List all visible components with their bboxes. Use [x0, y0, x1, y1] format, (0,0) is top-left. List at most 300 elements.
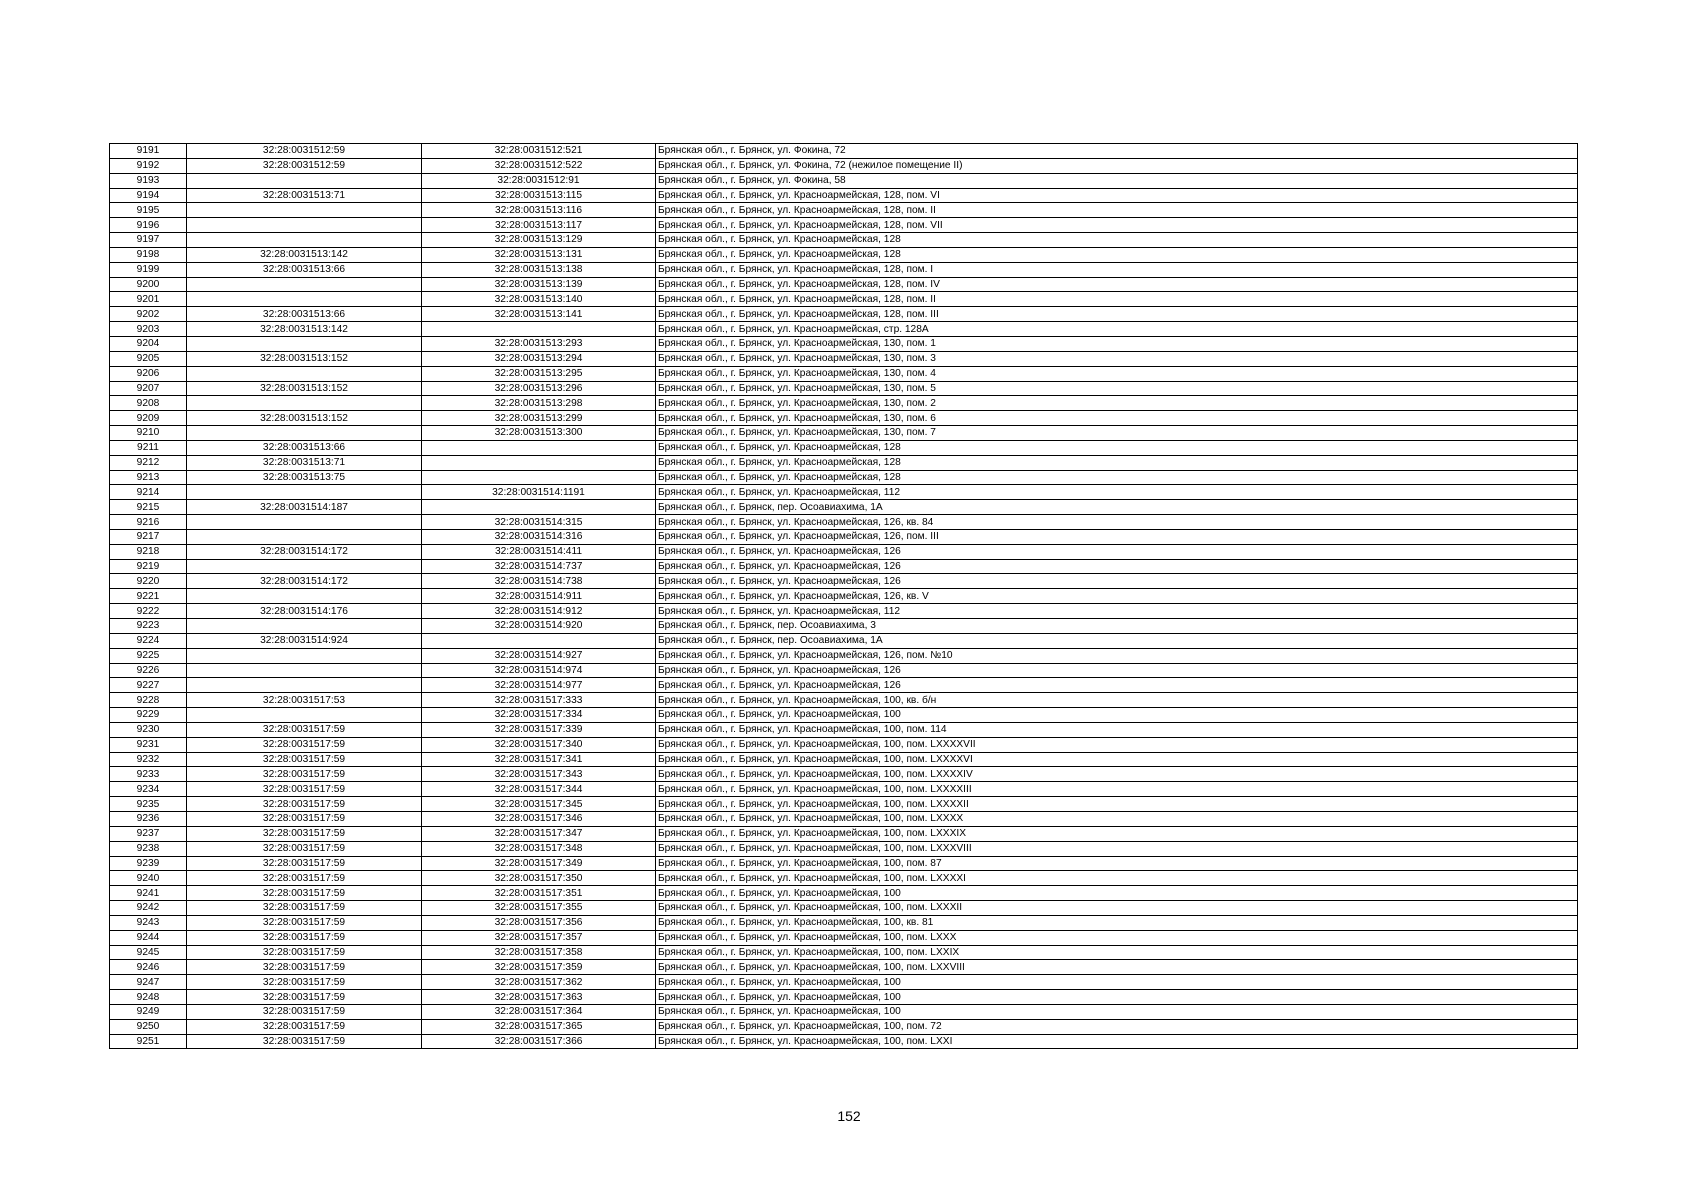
row-number-cell: 9230: [110, 722, 187, 737]
table-row: [110, 277, 1578, 292]
address-cell: Брянская обл., г. Брянск, ул. Красноармейская, 100, пом. LXXXVIII: [656, 841, 1578, 856]
parcel-cadastral-number-cell: 32:28:0031517:59: [187, 737, 422, 752]
object-cadastral-number-cell: 32:28:0031513:117: [422, 218, 656, 233]
object-cadastral-number-cell: 32:28:0031517:366: [422, 1034, 656, 1049]
row-number-cell: 9195: [110, 203, 187, 218]
row-number-cell: 9211: [110, 440, 187, 455]
page-number: 152: [837, 1108, 861, 1124]
object-cadastral-number-cell: 32:28:0031517:357: [422, 930, 656, 945]
table-row: [110, 292, 1578, 307]
address-cell: Брянская обл., г. Брянск, пер. Осоавиахима, 3: [656, 619, 1578, 634]
parcel-cadastral-number-cell: 32:28:0031517:59: [187, 886, 422, 901]
parcel-cadastral-number-cell: 32:28:0031513:71: [187, 455, 422, 470]
table-row: [110, 604, 1578, 619]
address-cell: Брянская обл., г. Брянск, ул. Красноармейская, 100: [656, 975, 1578, 990]
parcel-cadastral-number-cell: 32:28:0031517:59: [187, 826, 422, 841]
parcel-cadastral-number-cell: [187, 426, 422, 441]
parcel-cadastral-number-cell: 32:28:0031517:59: [187, 1034, 422, 1049]
address-cell: Брянская обл., г. Брянск, ул. Красноармейская, 130, пом. 6: [656, 411, 1578, 426]
address-cell: Брянская обл., г. Брянск, ул. Красноармейская, 128: [656, 233, 1578, 248]
address-cell: Брянская обл., г. Брянск, ул. Красноармейская, 128: [656, 470, 1578, 485]
address-cell: Брянская обл., г. Брянск, ул. Красноармейская, 100, пом. LXXXX: [656, 811, 1578, 826]
row-number-cell: 9205: [110, 351, 187, 366]
row-number-cell: 9226: [110, 663, 187, 678]
object-cadastral-number-cell: 32:28:0031517:339: [422, 722, 656, 737]
row-number-cell: 9248: [110, 990, 187, 1005]
parcel-cadastral-number-cell: 32:28:0031513:152: [187, 411, 422, 426]
row-number-cell: 9206: [110, 366, 187, 381]
table-row: [110, 307, 1578, 322]
address-cell: Брянская обл., г. Брянск, ул. Красноармейская, 126: [656, 678, 1578, 693]
table-row: [110, 722, 1578, 737]
address-cell: Брянская обл., г. Брянск, ул. Красноармейская, 100, пом. LXXXII: [656, 901, 1578, 916]
row-number-cell: 9243: [110, 915, 187, 930]
object-cadastral-number-cell: 32:28:0031513:299: [422, 411, 656, 426]
object-cadastral-number-cell: 32:28:0031517:343: [422, 767, 656, 782]
row-number-cell: 9198: [110, 247, 187, 262]
row-number-cell: 9197: [110, 233, 187, 248]
object-cadastral-number-cell: 32:28:0031517:359: [422, 960, 656, 975]
row-number-cell: 9218: [110, 544, 187, 559]
row-number-cell: 9241: [110, 886, 187, 901]
row-number-cell: 9232: [110, 752, 187, 767]
object-cadastral-number-cell: 32:28:0031514:737: [422, 559, 656, 574]
parcel-cadastral-number-cell: 32:28:0031513:142: [187, 322, 422, 337]
parcel-cadastral-number-cell: 32:28:0031517:59: [187, 1004, 422, 1019]
registry-table-body: [110, 144, 1578, 1049]
table-row: [110, 544, 1578, 559]
parcel-cadastral-number-cell: 32:28:0031514:172: [187, 574, 422, 589]
table-row: [110, 1004, 1578, 1019]
parcel-cadastral-number-cell: 32:28:0031517:59: [187, 752, 422, 767]
parcel-cadastral-number-cell: 32:28:0031513:71: [187, 188, 422, 203]
address-cell: Брянская обл., г. Брянск, ул. Красноармейская, 130, пом. 2: [656, 396, 1578, 411]
object-cadastral-number-cell: 32:28:0031513:116: [422, 203, 656, 218]
address-cell: Брянская обл., г. Брянск, ул. Красноармейская, 100: [656, 886, 1578, 901]
object-cadastral-number-cell: 32:28:0031517:348: [422, 841, 656, 856]
object-cadastral-number-cell: 32:28:0031512:521: [422, 144, 656, 159]
parcel-cadastral-number-cell: 32:28:0031517:59: [187, 990, 422, 1005]
parcel-cadastral-number-cell: [187, 203, 422, 218]
row-number-cell: 9233: [110, 767, 187, 782]
row-number-cell: 9239: [110, 856, 187, 871]
parcel-cadastral-number-cell: [187, 277, 422, 292]
object-cadastral-number-cell: 32:28:0031517:365: [422, 1019, 656, 1034]
table-row: [110, 975, 1578, 990]
table-row: [110, 381, 1578, 396]
address-cell: Брянская обл., г. Брянск, ул. Красноармейская, 126, кв. V: [656, 589, 1578, 604]
row-number-cell: 9193: [110, 173, 187, 188]
object-cadastral-number-cell: 32:28:0031517:333: [422, 693, 656, 708]
address-cell: Брянская обл., г. Брянск, ул. Красноармейская, 128, пом. VI: [656, 188, 1578, 203]
object-cadastral-number-cell: 32:28:0031513:131: [422, 247, 656, 262]
object-cadastral-number-cell: 32:28:0031517:358: [422, 945, 656, 960]
row-number-cell: 9202: [110, 307, 187, 322]
parcel-cadastral-number-cell: 32:28:0031512:59: [187, 158, 422, 173]
parcel-cadastral-number-cell: 32:28:0031517:59: [187, 915, 422, 930]
address-cell: Брянская обл., г. Брянск, пер. Осоавиахима, 1А: [656, 500, 1578, 515]
object-cadastral-number-cell: 32:28:0031517:346: [422, 811, 656, 826]
parcel-cadastral-number-cell: [187, 485, 422, 500]
row-number-cell: 9231: [110, 737, 187, 752]
parcel-cadastral-number-cell: 32:28:0031517:59: [187, 782, 422, 797]
address-cell: Брянская обл., г. Брянск, ул. Красноармейская, 128, пом. IV: [656, 277, 1578, 292]
address-cell: Брянская обл., г. Брянск, ул. Красноармейская, 128, пом. VII: [656, 218, 1578, 233]
object-cadastral-number-cell: 32:28:0031513:298: [422, 396, 656, 411]
address-cell: Брянская обл., г. Брянск, ул. Красноармейская, 100, кв. 81: [656, 915, 1578, 930]
parcel-cadastral-number-cell: [187, 233, 422, 248]
table-row: [110, 678, 1578, 693]
row-number-cell: 9247: [110, 975, 187, 990]
address-cell: Брянская обл., г. Брянск, ул. Красноармейская, 100, кв. б/н: [656, 693, 1578, 708]
parcel-cadastral-number-cell: 32:28:0031513:152: [187, 381, 422, 396]
address-cell: Брянская обл., г. Брянск, ул. Красноармейская, 126, пом. III: [656, 529, 1578, 544]
row-number-cell: 9240: [110, 871, 187, 886]
table-row: [110, 485, 1578, 500]
row-number-cell: 9250: [110, 1019, 187, 1034]
address-cell: Брянская обл., г. Брянск, ул. Красноармейская, 126, пом. №10: [656, 648, 1578, 663]
object-cadastral-number-cell: 32:28:0031514:911: [422, 589, 656, 604]
row-number-cell: 9217: [110, 529, 187, 544]
parcel-cadastral-number-cell: [187, 218, 422, 233]
table-row: [110, 930, 1578, 945]
object-cadastral-number-cell: 32:28:0031514:920: [422, 619, 656, 634]
object-cadastral-number-cell: 32:28:0031514:316: [422, 529, 656, 544]
parcel-cadastral-number-cell: [187, 559, 422, 574]
address-cell: Брянская обл., г. Брянск, ул. Красноармейская, 100, пом. 87: [656, 856, 1578, 871]
row-number-cell: 9221: [110, 589, 187, 604]
row-number-cell: 9249: [110, 1004, 187, 1019]
parcel-cadastral-number-cell: [187, 529, 422, 544]
address-cell: Брянская обл., г. Брянск, ул. Красноармейская, 100, пом. LXXVIII: [656, 960, 1578, 975]
object-cadastral-number-cell: 32:28:0031517:355: [422, 901, 656, 916]
table-row: [110, 737, 1578, 752]
object-cadastral-number-cell: 32:28:0031512:522: [422, 158, 656, 173]
table-row: [110, 782, 1578, 797]
object-cadastral-number-cell: 32:28:0031513:141: [422, 307, 656, 322]
row-number-cell: 9236: [110, 811, 187, 826]
parcel-cadastral-number-cell: 32:28:0031517:59: [187, 975, 422, 990]
address-cell: Брянская обл., г. Брянск, ул. Фокина, 58: [656, 173, 1578, 188]
row-number-cell: 9199: [110, 262, 187, 277]
parcel-cadastral-number-cell: [187, 678, 422, 693]
row-number-cell: 9213: [110, 470, 187, 485]
row-number-cell: 9237: [110, 826, 187, 841]
table-row: [110, 322, 1578, 337]
table-row: [110, 440, 1578, 455]
object-cadastral-number-cell: 32:28:0031517:340: [422, 737, 656, 752]
table-row: [110, 351, 1578, 366]
address-cell: Брянская обл., г. Брянск, ул. Красноармейская, 126: [656, 663, 1578, 678]
table-row: [110, 366, 1578, 381]
parcel-cadastral-number-cell: 32:28:0031517:53: [187, 693, 422, 708]
table-row: [110, 262, 1578, 277]
parcel-cadastral-number-cell: [187, 173, 422, 188]
address-cell: Брянская обл., г. Брянск, ул. Красноармейская, 128: [656, 455, 1578, 470]
table-row: [110, 589, 1578, 604]
object-cadastral-number-cell: 32:28:0031517:351: [422, 886, 656, 901]
table-row: [110, 811, 1578, 826]
address-cell: Брянская обл., г. Брянск, ул. Красноармейская, 100, пом. LXXXXIV: [656, 767, 1578, 782]
parcel-cadastral-number-cell: 32:28:0031513:66: [187, 262, 422, 277]
table-row: [110, 188, 1578, 203]
object-cadastral-number-cell: 32:28:0031517:364: [422, 1004, 656, 1019]
row-number-cell: 9229: [110, 708, 187, 723]
object-cadastral-number-cell: 32:28:0031514:411: [422, 544, 656, 559]
row-number-cell: 9201: [110, 292, 187, 307]
row-number-cell: 9224: [110, 633, 187, 648]
parcel-cadastral-number-cell: [187, 292, 422, 307]
object-cadastral-number-cell: 32:28:0031517:362: [422, 975, 656, 990]
row-number-cell: 9235: [110, 797, 187, 812]
address-cell: Брянская обл., г. Брянск, ул. Красноармейская, 126: [656, 559, 1578, 574]
table-row: [110, 396, 1578, 411]
address-cell: Брянская обл., г. Брянск, ул. Красноармейская, 130, пом. 1: [656, 336, 1578, 351]
parcel-cadastral-number-cell: [187, 619, 422, 634]
parcel-cadastral-number-cell: 32:28:0031517:59: [187, 767, 422, 782]
address-cell: Брянская обл., г. Брянск, ул. Красноармейская, 112: [656, 604, 1578, 619]
parcel-cadastral-number-cell: 32:28:0031517:59: [187, 901, 422, 916]
table-row: [110, 158, 1578, 173]
table-row: [110, 752, 1578, 767]
address-cell: Брянская обл., г. Брянск, ул. Красноармейская, 130, пом. 4: [656, 366, 1578, 381]
address-cell: Брянская обл., г. Брянск, ул. Красноармейская, 100, пом. LXXXXVII: [656, 737, 1578, 752]
object-cadastral-number-cell: 32:28:0031514:977: [422, 678, 656, 693]
address-cell: Брянская обл., г. Брянск, ул. Красноармейская, 100, пом. LXXIX: [656, 945, 1578, 960]
address-cell: Брянская обл., г. Брянск, ул. Красноармейская, 126: [656, 574, 1578, 589]
object-cadastral-number-cell: [422, 470, 656, 485]
address-cell: Брянская обл., г. Брянск, ул. Красноармейская, 100, пом. LXXXIX: [656, 826, 1578, 841]
object-cadastral-number-cell: 32:28:0031517:345: [422, 797, 656, 812]
parcel-cadastral-number-cell: 32:28:0031517:59: [187, 797, 422, 812]
object-cadastral-number-cell: [422, 500, 656, 515]
row-number-cell: 9204: [110, 336, 187, 351]
row-number-cell: 9225: [110, 648, 187, 663]
table-row: [110, 574, 1578, 589]
table-row: [110, 990, 1578, 1005]
address-cell: Брянская обл., г. Брянск, ул. Красноармейская, 100, пом. LXXXXIII: [656, 782, 1578, 797]
address-cell: Брянская обл., г. Брянск, ул. Красноармейская, 100, пом. 114: [656, 722, 1578, 737]
object-cadastral-number-cell: 32:28:0031514:927: [422, 648, 656, 663]
address-cell: Брянская обл., г. Брянск, ул. Красноармейская, 126, кв. 84: [656, 515, 1578, 530]
table-row: [110, 708, 1578, 723]
table-row: [110, 336, 1578, 351]
table-row: [110, 559, 1578, 574]
table-row: [110, 945, 1578, 960]
row-number-cell: 9214: [110, 485, 187, 500]
row-number-cell: 9251: [110, 1034, 187, 1049]
object-cadastral-number-cell: 32:28:0031513:294: [422, 351, 656, 366]
address-cell: Брянская обл., г. Брянск, ул. Красноармейская, 100, пом. LXXXXVI: [656, 752, 1578, 767]
object-cadastral-number-cell: 32:28:0031517:341: [422, 752, 656, 767]
table-row: [110, 915, 1578, 930]
parcel-cadastral-number-cell: 32:28:0031517:59: [187, 930, 422, 945]
table-row: [110, 826, 1578, 841]
parcel-cadastral-number-cell: 32:28:0031513:75: [187, 470, 422, 485]
address-cell: Брянская обл., г. Брянск, ул. Красноармейская, стр. 128А: [656, 322, 1578, 337]
object-cadastral-number-cell: [422, 455, 656, 470]
row-number-cell: 9223: [110, 619, 187, 634]
parcel-cadastral-number-cell: 32:28:0031514:924: [187, 633, 422, 648]
row-number-cell: 9246: [110, 960, 187, 975]
table-row: [110, 529, 1578, 544]
address-cell: Брянская обл., г. Брянск, ул. Красноармейская, 128: [656, 440, 1578, 455]
object-cadastral-number-cell: 32:28:0031517:334: [422, 708, 656, 723]
address-cell: Брянская обл., г. Брянск, ул. Красноармейская, 100, пом. LXXI: [656, 1034, 1578, 1049]
row-number-cell: 9227: [110, 678, 187, 693]
object-cadastral-number-cell: 32:28:0031517:347: [422, 826, 656, 841]
row-number-cell: 9222: [110, 604, 187, 619]
row-number-cell: 9219: [110, 559, 187, 574]
parcel-cadastral-number-cell: 32:28:0031517:59: [187, 811, 422, 826]
object-cadastral-number-cell: 32:28:0031513:296: [422, 381, 656, 396]
table-row: [110, 455, 1578, 470]
parcel-cadastral-number-cell: [187, 336, 422, 351]
parcel-cadastral-number-cell: 32:28:0031513:66: [187, 440, 422, 455]
row-number-cell: 9191: [110, 144, 187, 159]
parcel-cadastral-number-cell: 32:28:0031514:176: [187, 604, 422, 619]
table-row: [110, 886, 1578, 901]
address-cell: Брянская обл., г. Брянск, ул. Красноармейская, 130, пом. 7: [656, 426, 1578, 441]
parcel-cadastral-number-cell: 32:28:0031512:59: [187, 144, 422, 159]
address-cell: Брянская обл., г. Брянск, ул. Красноармейская, 128: [656, 247, 1578, 262]
table-row: [110, 173, 1578, 188]
object-cadastral-number-cell: 32:28:0031514:315: [422, 515, 656, 530]
row-number-cell: 9203: [110, 322, 187, 337]
table-row: [110, 960, 1578, 975]
parcel-cadastral-number-cell: [187, 708, 422, 723]
row-number-cell: 9228: [110, 693, 187, 708]
row-number-cell: 9208: [110, 396, 187, 411]
table-row: [110, 470, 1578, 485]
object-cadastral-number-cell: 32:28:0031517:356: [422, 915, 656, 930]
parcel-cadastral-number-cell: 32:28:0031513:66: [187, 307, 422, 322]
parcel-cadastral-number-cell: 32:28:0031517:59: [187, 722, 422, 737]
parcel-cadastral-number-cell: 32:28:0031517:59: [187, 871, 422, 886]
table-row: [110, 203, 1578, 218]
table-row: [110, 767, 1578, 782]
table-row: [110, 500, 1578, 515]
row-number-cell: 9207: [110, 381, 187, 396]
parcel-cadastral-number-cell: 32:28:0031514:172: [187, 544, 422, 559]
table-row: [110, 1019, 1578, 1034]
object-cadastral-number-cell: 32:28:0031514:974: [422, 663, 656, 678]
row-number-cell: 9242: [110, 901, 187, 916]
object-cadastral-number-cell: 32:28:0031514:738: [422, 574, 656, 589]
table-row: [110, 871, 1578, 886]
table-row: [110, 797, 1578, 812]
row-number-cell: 9238: [110, 841, 187, 856]
parcel-cadastral-number-cell: 32:28:0031517:59: [187, 841, 422, 856]
registry-table: [109, 143, 1578, 1049]
object-cadastral-number-cell: [422, 633, 656, 648]
table-row: [110, 856, 1578, 871]
parcel-cadastral-number-cell: [187, 366, 422, 381]
table-row: [110, 515, 1578, 530]
row-number-cell: 9210: [110, 426, 187, 441]
object-cadastral-number-cell: 32:28:0031512:91: [422, 173, 656, 188]
table-row: [110, 901, 1578, 916]
object-cadastral-number-cell: 32:28:0031513:138: [422, 262, 656, 277]
row-number-cell: 9215: [110, 500, 187, 515]
table-row: [110, 218, 1578, 233]
table-row: [110, 693, 1578, 708]
address-cell: Брянская обл., г. Брянск, ул. Красноармейская, 100: [656, 1004, 1578, 1019]
row-number-cell: 9212: [110, 455, 187, 470]
address-cell: Брянская обл., г. Брянск, ул. Красноармейская, 128, пом. II: [656, 203, 1578, 218]
table-row: [110, 233, 1578, 248]
object-cadastral-number-cell: 32:28:0031517:350: [422, 871, 656, 886]
object-cadastral-number-cell: 32:28:0031513:139: [422, 277, 656, 292]
row-number-cell: 9200: [110, 277, 187, 292]
object-cadastral-number-cell: 32:28:0031513:293: [422, 336, 656, 351]
row-number-cell: 9196: [110, 218, 187, 233]
address-cell: Брянская обл., г. Брянск, ул. Красноармейская, 128, пом. III: [656, 307, 1578, 322]
parcel-cadastral-number-cell: [187, 648, 422, 663]
address-cell: Брянская обл., г. Брянск, ул. Красноармейская, 130, пом. 3: [656, 351, 1578, 366]
address-cell: Брянская обл., г. Брянск, пер. Осоавиахима, 1А: [656, 633, 1578, 648]
row-number-cell: 9220: [110, 574, 187, 589]
table-row: [110, 411, 1578, 426]
address-cell: Брянская обл., г. Брянск, ул. Фокина, 72: [656, 144, 1578, 159]
object-cadastral-number-cell: [422, 440, 656, 455]
object-cadastral-number-cell: 32:28:0031514:1191: [422, 485, 656, 500]
address-cell: Брянская обл., г. Брянск, ул. Красноармейская, 128, пом. I: [656, 262, 1578, 277]
parcel-cadastral-number-cell: [187, 663, 422, 678]
address-cell: Брянская обл., г. Брянск, ул. Красноармейская, 130, пом. 5: [656, 381, 1578, 396]
address-cell: Брянская обл., г. Брянск, ул. Красноармейская, 100: [656, 708, 1578, 723]
table-row: [110, 247, 1578, 262]
address-cell: Брянская обл., г. Брянск, ул. Красноармейская, 126: [656, 544, 1578, 559]
table-row: [110, 633, 1578, 648]
table-row: [110, 1034, 1578, 1049]
parcel-cadastral-number-cell: 32:28:0031514:187: [187, 500, 422, 515]
parcel-cadastral-number-cell: 32:28:0031513:152: [187, 351, 422, 366]
row-number-cell: 9244: [110, 930, 187, 945]
address-cell: Брянская обл., г. Брянск, ул. Красноармейская, 128, пом. II: [656, 292, 1578, 307]
table-row: [110, 663, 1578, 678]
object-cadastral-number-cell: 32:28:0031513:140: [422, 292, 656, 307]
parcel-cadastral-number-cell: 32:28:0031513:142: [187, 247, 422, 262]
table-row: [110, 144, 1578, 159]
address-cell: Брянская обл., г. Брянск, ул. Фокина, 72 (нежилое помещение II): [656, 158, 1578, 173]
address-cell: Брянская обл., г. Брянск, ул. Красноармейская, 100, пом. 72: [656, 1019, 1578, 1034]
parcel-cadastral-number-cell: [187, 589, 422, 604]
row-number-cell: 9234: [110, 782, 187, 797]
parcel-cadastral-number-cell: 32:28:0031517:59: [187, 945, 422, 960]
object-cadastral-number-cell: 32:28:0031513:295: [422, 366, 656, 381]
object-cadastral-number-cell: 32:28:0031517:363: [422, 990, 656, 1005]
row-number-cell: 9192: [110, 158, 187, 173]
address-cell: Брянская обл., г. Брянск, ул. Красноармейская, 112: [656, 485, 1578, 500]
object-cadastral-number-cell: 32:28:0031513:129: [422, 233, 656, 248]
parcel-cadastral-number-cell: 32:28:0031517:59: [187, 1019, 422, 1034]
table-row: [110, 619, 1578, 634]
address-cell: Брянская обл., г. Брянск, ул. Красноармейская, 100, пом. LXXXXI: [656, 871, 1578, 886]
row-number-cell: 9209: [110, 411, 187, 426]
object-cadastral-number-cell: 32:28:0031517:349: [422, 856, 656, 871]
row-number-cell: 9216: [110, 515, 187, 530]
row-number-cell: 9194: [110, 188, 187, 203]
object-cadastral-number-cell: 32:28:0031513:115: [422, 188, 656, 203]
address-cell: Брянская обл., г. Брянск, ул. Красноармейская, 100, пом. LXXXXII: [656, 797, 1578, 812]
parcel-cadastral-number-cell: [187, 515, 422, 530]
object-cadastral-number-cell: [422, 322, 656, 337]
table-row: [110, 426, 1578, 441]
table-row: [110, 648, 1578, 663]
object-cadastral-number-cell: 32:28:0031514:912: [422, 604, 656, 619]
row-number-cell: 9245: [110, 945, 187, 960]
